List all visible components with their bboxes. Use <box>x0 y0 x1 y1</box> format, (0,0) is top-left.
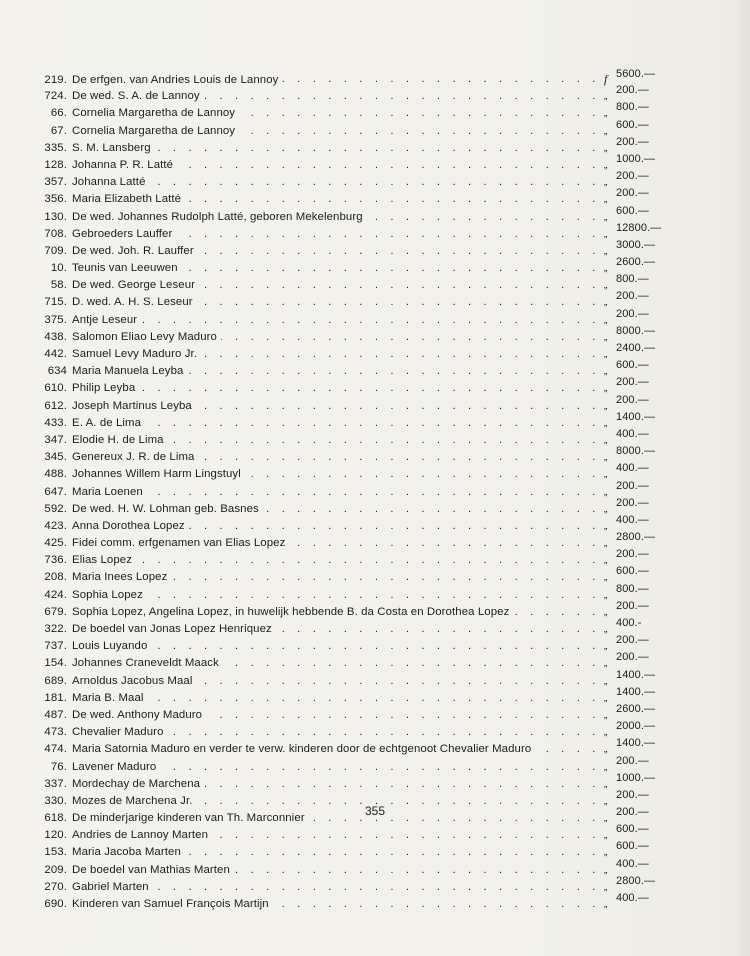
list-item <box>40 273 660 294</box>
list-item <box>40 874 660 896</box>
entry-amount: 400.- <box>616 617 642 629</box>
list-item <box>40 496 660 518</box>
currency-mark: „ <box>604 795 608 807</box>
leader-dots <box>160 759 600 776</box>
entry-name: Gabriel Marten <box>72 880 149 893</box>
list-item <box>40 152 660 174</box>
leader-dots <box>212 827 600 844</box>
entry-amount: 2800.— <box>616 874 656 887</box>
list-item <box>40 84 660 105</box>
leader-dots <box>139 380 600 397</box>
entry-name: Johannes Craneveldt Maack <box>72 657 219 670</box>
leader-dots <box>276 621 600 638</box>
entry-number: 709. <box>44 244 67 257</box>
list-item <box>40 599 660 621</box>
list-item <box>40 617 660 638</box>
entry-name: De wed. Johannes Rudolph Latté, geboren Mekelenburg <box>72 210 363 223</box>
leader-dots <box>206 707 600 724</box>
entry-amount: 200.— <box>616 548 649 561</box>
currency-mark: „ <box>604 469 608 481</box>
entry-name: Maria Satornia Maduro en verder te verw. kinderen door de echtgenoot Chevalier Maduro <box>72 743 532 756</box>
entry-number: 724. <box>44 90 67 103</box>
entry-number: 618. <box>44 812 67 825</box>
currency-mark: „ <box>604 400 608 412</box>
currency-mark: „ <box>604 709 608 721</box>
currency-mark: „ <box>604 331 608 343</box>
currency-mark: „ <box>604 555 608 567</box>
currency-mark: „ <box>604 417 608 429</box>
entry-number: 76. <box>50 760 67 773</box>
leader-dots <box>145 415 600 432</box>
list-item <box>40 565 660 586</box>
entry-number: 736. <box>44 554 67 567</box>
currency-mark: f <box>604 72 608 86</box>
entry-number: 612. <box>44 399 67 412</box>
entry-amount: 800.— <box>616 582 649 595</box>
entry-amount: 200.— <box>616 376 649 389</box>
currency-mark: „ <box>604 263 608 275</box>
entry-amount: 200.— <box>616 393 649 406</box>
entry-name: Samuel Levy Maduro Jr. <box>72 348 198 360</box>
leader-dots <box>185 844 600 861</box>
list-item <box>40 393 660 415</box>
entry-name: Teunis van Leeuwen <box>72 262 178 275</box>
list-item <box>40 256 660 277</box>
entry-number: 58. <box>50 279 67 292</box>
currency-mark: „ <box>604 486 608 498</box>
leader-dots <box>171 569 600 586</box>
leader-dots <box>289 535 600 552</box>
entry-number: 423. <box>44 519 67 532</box>
leader-dots <box>234 862 600 879</box>
entry-amount: 400.— <box>616 427 649 440</box>
entry-number: 433. <box>44 416 67 429</box>
entry-number: 66. <box>50 107 67 120</box>
currency-mark: „ <box>604 675 608 687</box>
list-item <box>40 410 660 432</box>
currency-mark: „ <box>604 383 608 395</box>
entry-number: 487. <box>44 708 67 721</box>
entry-amount: 1400.— <box>616 737 656 750</box>
currency-mark: „ <box>604 744 608 756</box>
leader-dots <box>239 105 600 122</box>
currency-mark: „ <box>604 778 608 790</box>
leader-dots <box>197 294 600 311</box>
currency-mark: „ <box>604 314 608 326</box>
leader-dots <box>535 741 600 758</box>
currency-mark: „ <box>604 228 608 240</box>
entry-name: Elias Lopez <box>72 554 132 567</box>
currency-mark: „ <box>604 245 608 257</box>
entry-name: Maria Jacoba Marten <box>72 846 181 859</box>
list-item <box>40 118 660 140</box>
entry-name: De wed. H. W. Lohman geb. Basnes <box>72 502 259 515</box>
entry-number: 153. <box>44 846 67 859</box>
leader-dots <box>147 484 600 501</box>
list-item <box>40 771 660 793</box>
currency-mark: „ <box>604 727 608 739</box>
entry-amount: 8000.— <box>616 445 656 458</box>
list-item <box>40 101 660 122</box>
leader-dots <box>177 157 600 174</box>
entry-name: Andries de Lannoy Marten <box>72 829 209 842</box>
list-item <box>40 479 660 501</box>
entry-amount: 8000.— <box>616 324 656 337</box>
currency-mark: „ <box>604 194 608 206</box>
leader-dots <box>198 243 600 260</box>
entry-name: Sophia Lopez, Angelina Lopez, in huwelijk hebbende B. da Costa en Dorothea Lopez <box>72 605 510 618</box>
list-item <box>40 376 660 397</box>
leader-dots <box>185 191 600 208</box>
entry-number: 488. <box>44 468 67 481</box>
currency-mark: „ <box>604 847 608 859</box>
leader-dots <box>199 277 600 294</box>
entry-list <box>40 68 662 913</box>
list-item <box>40 135 660 157</box>
entry-number: 442. <box>44 348 67 360</box>
currency-mark: „ <box>604 761 608 773</box>
list-item <box>40 754 660 776</box>
entry-number: 330. <box>44 794 67 807</box>
entry-number: 128. <box>44 158 67 171</box>
entry-name: Johanna P. R. Latté <box>72 158 174 171</box>
leader-dots <box>176 226 600 243</box>
entry-number: 634 <box>47 365 67 378</box>
entry-amount: 600.— <box>616 840 649 853</box>
list-item <box>40 359 660 380</box>
currency-mark: „ <box>604 142 608 154</box>
leader-dots <box>189 518 600 535</box>
entry-number: 375. <box>44 313 67 326</box>
list-item <box>40 68 660 88</box>
currency-mark: „ <box>604 624 608 635</box>
leader-dots <box>282 71 600 88</box>
entry-name: Mordechay de Marchena <box>72 777 201 790</box>
entry-number: 270. <box>44 880 67 893</box>
entry-number: 474. <box>44 743 67 756</box>
entry-amount: 200.— <box>616 170 649 183</box>
currency-mark: „ <box>604 108 608 120</box>
entry-number: 345. <box>44 451 67 464</box>
entry-amount: 1000.— <box>616 152 656 165</box>
list-item <box>40 187 660 208</box>
entry-amount: 1400.— <box>616 685 656 698</box>
currency-mark: „ <box>604 606 608 618</box>
entry-amount: 200.— <box>616 788 649 801</box>
entry-number: 130. <box>44 210 67 223</box>
entry-name: Fidei comm. erfgenamen van Elias Lopez <box>72 537 286 550</box>
list-item <box>40 307 660 329</box>
entry-amount: 3000.— <box>616 238 656 251</box>
entry-amount: 600.— <box>616 118 649 131</box>
entry-amount: 2000.— <box>616 720 656 733</box>
entry-name: Cornelia Margaretha de Lannoy <box>72 107 236 120</box>
entry-name: Elodie H. de Lima <box>72 433 164 446</box>
leader-dots <box>153 879 600 896</box>
entry-number: 473. <box>44 726 67 739</box>
entry-name: Sophia Lopez <box>72 588 143 601</box>
list-item <box>40 651 660 672</box>
leader-dots <box>168 432 600 449</box>
entry-number: 737. <box>44 640 67 653</box>
entry-name: E. A. de Lima <box>72 416 142 429</box>
entry-name: De wed. Anthony Maduro <box>72 708 203 721</box>
entry-name: Louis Luyando <box>72 640 148 653</box>
entry-name: S. M. Lansberg <box>72 141 151 154</box>
entry-name: De wed. George Leseur <box>72 279 196 292</box>
list-item <box>40 720 660 741</box>
currency-mark: „ <box>604 159 608 171</box>
entry-name: De erfgen. van Andries Louis de Lannoy <box>72 74 279 86</box>
currency-mark: „ <box>604 297 608 309</box>
entry-amount: 2600.— <box>616 702 656 715</box>
leader-dots <box>147 587 600 604</box>
entry-number: 67. <box>50 124 67 137</box>
list-item <box>40 290 660 311</box>
currency-mark: „ <box>604 813 608 825</box>
entry-name: Antje Leseur <box>72 313 138 326</box>
list-item <box>40 427 660 449</box>
entry-name: Maria Inees Lopez <box>72 571 168 584</box>
leader-dots <box>263 501 600 518</box>
list-item <box>40 170 660 191</box>
currency-mark: „ <box>604 641 608 653</box>
entry-number: 690. <box>44 898 67 910</box>
entry-name: Maria B. Maal <box>72 691 144 704</box>
entry-name: Gebroeders Lauffer <box>72 227 173 240</box>
entry-name: Chevalier Maduro <box>72 726 164 739</box>
entry-amount: 400.— <box>616 892 649 904</box>
currency-mark: „ <box>604 881 608 893</box>
entry-number: 335. <box>44 141 67 154</box>
list-item <box>40 823 660 844</box>
leader-dots <box>273 896 600 913</box>
entry-amount: 200.— <box>616 754 649 767</box>
entry-amount: 1000.— <box>616 771 656 784</box>
currency-mark: „ <box>604 125 608 137</box>
entry-name: Genereux J. R. de Lima <box>72 451 195 464</box>
currency-mark: „ <box>604 658 608 670</box>
list-item <box>40 531 660 552</box>
list-item <box>40 548 660 569</box>
entry-amount: 400.— <box>616 513 649 526</box>
leader-dots <box>199 449 601 466</box>
entry-name: D. wed. A. H. S. Leseur <box>72 296 193 309</box>
entry-number: 424. <box>44 588 67 601</box>
leader-dots <box>245 466 600 483</box>
entry-number: 357. <box>44 176 67 189</box>
leader-dots <box>151 638 600 655</box>
currency-mark: „ <box>604 589 608 601</box>
entry-name: Kinderen van Samuel François Martijn <box>72 898 269 910</box>
list-item <box>40 668 660 690</box>
leader-dots <box>141 312 600 329</box>
entry-amount: 200.— <box>616 84 649 97</box>
entry-amount: 600.— <box>616 565 649 578</box>
entry-name: De wed. S. A. de Lannoy <box>72 90 200 103</box>
entry-amount: 12800.— <box>616 221 662 234</box>
entry-number: 181. <box>44 691 67 704</box>
entry-number: 347. <box>44 433 67 446</box>
page-number: 355 <box>364 804 386 818</box>
currency-mark: „ <box>604 434 608 446</box>
entry-amount: 200.— <box>616 479 649 492</box>
entry-number: 154. <box>44 657 67 670</box>
entry-amount: 400.— <box>616 462 649 475</box>
leader-dots <box>168 724 600 741</box>
entry-number: 322. <box>44 623 67 635</box>
entry-number: 647. <box>44 485 67 498</box>
entry-amount: 200.— <box>616 806 649 819</box>
leader-dots <box>221 329 600 346</box>
currency-mark: „ <box>604 366 608 378</box>
leader-dots <box>187 363 600 380</box>
currency-mark: „ <box>604 692 608 704</box>
entry-amount: 200.— <box>616 290 649 303</box>
leader-dots <box>182 260 600 277</box>
entry-number: 219. <box>44 74 67 86</box>
currency-mark: „ <box>604 899 608 910</box>
entry-name: Joseph Martinus Leyba <box>72 399 192 412</box>
list-item <box>40 204 660 226</box>
currency-mark: „ <box>604 830 608 842</box>
entry-amount: 800.— <box>616 101 649 114</box>
leader-dots <box>197 673 600 690</box>
currency-mark: „ <box>604 349 608 360</box>
currency-mark: „ <box>604 572 608 584</box>
leader-dots <box>196 398 600 415</box>
list-item <box>40 857 660 879</box>
entry-number: 679. <box>44 605 67 618</box>
leader-dots <box>367 209 600 226</box>
list-item <box>40 702 660 724</box>
entry-amount: 200.— <box>616 496 649 509</box>
currency-mark: „ <box>604 503 608 515</box>
entry-number: 208. <box>44 571 67 584</box>
entry-number: 715. <box>44 296 67 309</box>
entry-number: 610. <box>44 382 67 395</box>
leader-dots <box>204 88 600 105</box>
currency-mark: „ <box>604 452 608 464</box>
list-item <box>40 840 660 861</box>
entry-number: 689. <box>44 674 67 687</box>
entry-amount: 2400.— <box>616 342 656 354</box>
currency-mark: „ <box>604 211 608 223</box>
entry-amount: 5600.— <box>616 68 656 80</box>
entry-amount: 400.— <box>616 857 649 870</box>
list-item <box>40 737 660 758</box>
entry-number: 356. <box>44 193 67 206</box>
currency-mark: „ <box>604 91 608 103</box>
entry-number: 438. <box>44 330 67 343</box>
leader-dots <box>136 552 600 569</box>
entry-amount: 200.— <box>616 187 649 200</box>
entry-name: Arnoldus Jacobus Maal <box>72 674 193 687</box>
entry-number: 592. <box>44 502 67 515</box>
leader-dots <box>223 655 600 672</box>
list-item <box>40 892 660 913</box>
entry-amount: 200.— <box>616 135 649 148</box>
entry-amount: 200.— <box>616 634 649 647</box>
entry-amount: 2600.— <box>616 256 656 269</box>
entry-name: Maria Loenen <box>72 485 143 498</box>
leader-dots <box>201 346 600 363</box>
entry-name: Mozes de Marchena Jr. <box>72 794 193 807</box>
entry-name: Cornelia Margaretha de Lannoy <box>72 124 236 137</box>
leader-dots <box>239 123 600 140</box>
entry-amount: 1400.— <box>616 668 656 681</box>
entry-name: De wed. Joh. R. Lauffer <box>72 244 194 257</box>
entry-name: De boedel van Mathias Marten <box>72 863 230 876</box>
entry-amount: 200.— <box>616 599 649 612</box>
leader-dots <box>148 690 600 707</box>
entry-name: Johannes Willem Harm Lingstuyl <box>72 468 241 481</box>
entry-name: Salomon Eliao Levy Maduro <box>72 330 217 343</box>
leader-dots <box>513 604 600 621</box>
entry-amount: 200.— <box>616 307 649 320</box>
entry-number: 708. <box>44 227 67 240</box>
entry-name: Lavener Maduro <box>72 760 157 773</box>
entry-amount: 600.— <box>616 823 649 836</box>
list-item <box>40 238 660 260</box>
currency-mark: „ <box>604 177 608 189</box>
entry-number: 10. <box>50 262 67 275</box>
entry-number: 337. <box>44 777 67 790</box>
list-item <box>40 513 660 535</box>
list-item <box>40 445 660 466</box>
leader-dots <box>204 776 600 793</box>
list-item <box>40 342 660 363</box>
entry-name: Maria Elizabeth Latté <box>72 193 182 206</box>
entry-name: De minderjarige kinderen van Th. Marconnier <box>72 812 305 825</box>
entry-amount: 1400.— <box>616 410 656 423</box>
currency-mark: „ <box>604 864 608 876</box>
entry-name: Anna Dorothea Lopez <box>72 519 185 532</box>
leader-dots <box>150 174 600 191</box>
list-item <box>40 324 660 346</box>
entry-amount: 200.— <box>616 651 649 664</box>
list-item <box>40 462 660 483</box>
currency-mark: „ <box>604 538 608 550</box>
entry-name: Philip Leyba <box>72 382 136 395</box>
list-item <box>40 685 660 707</box>
entry-name: De boedel van Jonas Lopez Henriquez <box>72 623 272 635</box>
entry-number: 209. <box>44 863 67 876</box>
entry-amount: 600.— <box>616 359 649 372</box>
entry-amount: 800.— <box>616 273 649 286</box>
currency-mark: „ <box>604 280 608 292</box>
entry-name: Maria Manuela Leyba <box>72 365 184 378</box>
entry-amount: 600.— <box>616 204 649 217</box>
list-item <box>40 582 660 604</box>
list-item <box>40 634 660 655</box>
list-item <box>40 221 662 243</box>
leader-dots <box>155 140 600 157</box>
entry-name: Johanna Latté <box>72 176 146 189</box>
entry-number: 425. <box>44 537 67 550</box>
entry-number: 120. <box>44 829 67 842</box>
currency-mark: „ <box>604 520 608 532</box>
entry-amount: 2800.— <box>616 531 656 544</box>
